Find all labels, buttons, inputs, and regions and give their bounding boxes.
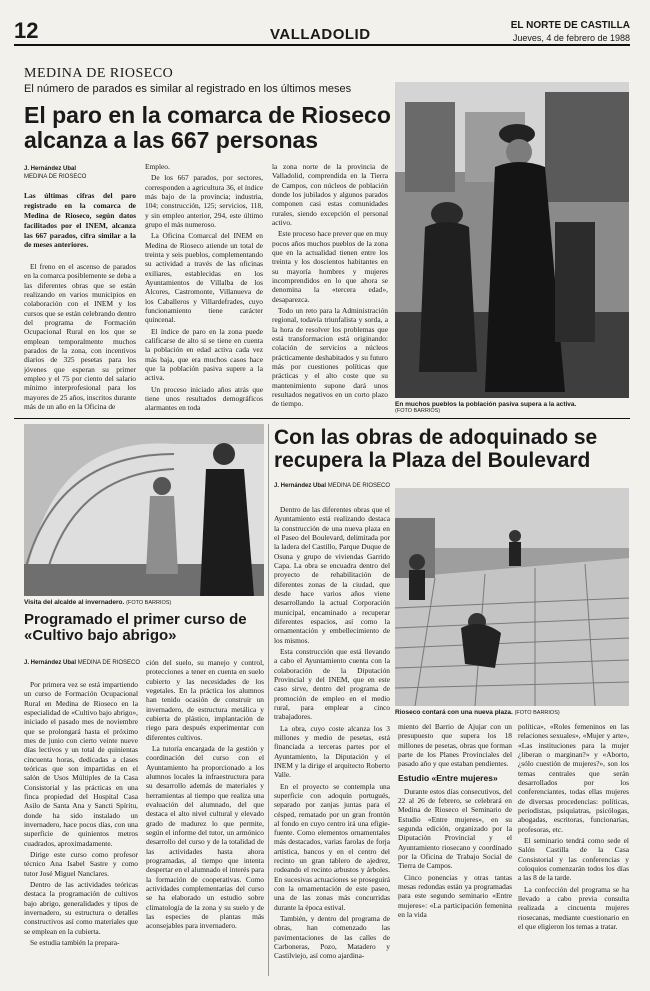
boulevard-col1-para-c: La obra, cuyo coste alcanza los 3 millones y medio de pesetas, está financiada a terceras partes por el Ayuntamiento, la Diputación y el INEM y la dirige el arquitecto Roberto Valle. — [274, 723, 390, 780]
top-story-divider — [14, 418, 630, 419]
top-col1-para: El freno en el ascenso de parados en la comarca posiblemente se deba a las diferentes obras que se están realizando en varios municipios en colaboración con el INEM y los cursos que se están celebrando dentro del programa de Formación Ocupacional Rural en los que se emplean temporalmente muchos parados de la zona, con incentivos diarios de 325 pesetas para los jóvenes que esperan su primer empleo y el 75 por ciento del salario mínimo interprofesional para los mayores de 25 años, inscritos durante más de un año en la Oficina de — [24, 262, 136, 410]
column-divider — [268, 424, 269, 976]
boulevard-col3-para-a: política», «Roles femeninos en las relaciones sexuales», «Mujer y arte», «Las instituciones para la mujer ¿liberan o marginan?» y «Aborto, ¿sólo cuestión de mujeres?», son los temas centrales que serán desarrollados por los conferenciantes, todas ellas mujeres de diversas procedencias: políticas, periodistas, psiquiatras, psicólogas, abogadas, escritoras, funcionarias, profesoras, etc. — [518, 722, 629, 834]
top-col2-para-a: Empleo. — [145, 162, 170, 171]
greenhouse-photo-caption — [24, 599, 264, 606]
boulevard-col-3 — [518, 722, 629, 972]
top-col3-para-b: Este proceso hace prever que en muy pocos años muchos pueblos de la zona que en la actualidad tienen entre los treinta y los doscientos habitantes en su mayoría hombres y mujeres incomprendidos en lo que ahora se denomina la «tercera edad», desaparezca. — [272, 229, 388, 304]
greenhouse-col1-para-d: Se estudia también la prepara- — [30, 937, 120, 947]
boulevard-col2-para-a: miento del Barrio de Ajujar con un presupuesto que supera los 18 millones de pesetas, obras que forman parte de los Planes Provinciales del pasado año y que estaban pendientes. — [398, 722, 512, 769]
top-col2-para-b: De los 667 parados, por sectores, corresponden a agricultura 36, el índice más bajo de la provincia; industria, 104; construcción, 125; servicios, 118, y sin empleo anterior, 294, este último grupo el más numeroso. — [145, 173, 263, 229]
section-title: VALLADOLID — [270, 26, 371, 43]
boulevard-col3-para-b: El seminario tendrá como sede el Salón Castilla de la Casa Consistorial y las conferencias y coloquios comenzarán todos los días a las 8 de la tarde. — [518, 835, 629, 883]
page-number: 12 — [14, 18, 39, 43]
greenhouse-byline — [24, 659, 144, 667]
top-headline: El paro en la comarca de Rioseco alcanza a las 667 personas — [24, 102, 391, 153]
photo-greenhouse — [24, 424, 264, 596]
greenhouse-headline: Programado el primer curso de «Cultivo bajo abrigo» — [24, 611, 247, 645]
newspaper-name: EL NORTE DE CASTILLA — [510, 20, 630, 31]
top-byline-name: J. Hernández Ubal — [24, 166, 77, 172]
boulevard-byline-location: MEDINA DE RIOSECO — [327, 483, 391, 489]
greenhouse-caption-text: Visita del alcalde al invernadero. — [24, 599, 125, 606]
greenhouse-col-2 — [146, 658, 264, 970]
boulevard-byline — [274, 482, 394, 490]
plaza-caption-credit: (FOTO BARRIOS) — [514, 710, 560, 716]
greenhouse-col1-para-a: Por primera vez se está impartiendo un curso de Formación Ocupacional Rural en Medina de Rioseco en la especialidad de «Cultivo bajo abrigo», iniciado el pasado mes de noviembre que se prolongará hasta el próximo mes de junio con cierto veinte nueve días lectivos y un total de quinientas cincuenta horas, dedicadas a clases teóricas que son impartidas en el salón de Usos Múltiples de la Casa Consistorial y las prácticas en una finca propiedad del Hospital Casa Asilo de Santa Ana y Sancti Spíritu, donde ha sido instalado un invernadero, hace pocos días, con una superficie de quinientos metros cuadrados, aproximadamente. — [24, 680, 138, 848]
top-col2-para-d: El índice de paro en la zona puede calificarse de alto si se tiene en cuenta la población en edad activa cada vez más baja, que era muchos casos hace que la población pasiva supere a la activa. — [145, 326, 263, 383]
greenhouse-col1-para-b: Dirige este curso como profesor técnico Ana Isabel Sastre y como tutor José Miguel Nanclares. — [24, 849, 138, 878]
photo-villagers — [395, 82, 629, 398]
plaza-caption-text: Rioseco contará con una nueva plaza. — [395, 709, 513, 716]
boulevard-col1-para-d: En el proyecto se contempla una superficie con adoquín portugués, separado por zanjas juntas para el césped, rematado por un gran frontón al fondo en cuyo centro irá una efigie-fuente. Como elementos ornamentales más destacados, varias farolas de forja artística, bancos y en el centro del recinto un gran tablero de ajedrez, rodeando el recinto arbustos y árboles. En sucesivas actuaciones se proseguirá con la ornamentación de este paseo, una de las zonas más concurridas durante la época estival. — [274, 781, 390, 912]
greenhouse-byline-name: J. Hernández Ubal — [24, 660, 77, 666]
greenhouse-col2-para-b: La tutoría encargada de la gestión y coordinación del curso con el Ayuntamiento ha proporcionado a los alumnos locales la infraestructura para su desarrollo además de materiales y herramientas al tiempo que realiza una evaluación del alumnado, del que destaca el alto nivel cultural y elevado grado de madurez lo que permite, según el informe del tutor, un armónico desarrollo del curso y de la totalidad de las actividades hasta ahora programadas, al tiempo que intenta despertar en el alumnado el interés para la formación de cooperativas. Como actividades complementarias del curso se ha elaborado un estudio sobre climatología de la zona y su suelo y de las especies de plantas más aconsejables para invernadero. — [146, 743, 264, 931]
top-photo-caption — [395, 401, 629, 414]
boulevard-col1-para-a: Dentro de las diferentes obras que el Ayuntamiento está realizando destaca la construcción de una nueva plaza en el Paseo del Boulevard, delimitada por la ladera del Castillo, Parque Duque de Osuna y grupo de viviendas Garrido Capa. La obra se encuadra dentro del proyecto de rehabilitación de diferentes zonas de la ciudad, que desde hace varios años viene desarrollando la actual Corporación municipal, encaminado a recuperar diferentes espacios, así como la ornamentación y embellecimiento de los mismos. — [274, 505, 390, 645]
boulevard-byline-name: J. Hernández Ubal — [274, 483, 327, 489]
boulevard-col-2 — [398, 722, 512, 972]
top-kicker: MEDINA DE RIOSECO — [24, 66, 174, 81]
top-col-2 — [145, 162, 263, 414]
boulevard-col1-para-e: También, y dentro del programa de obras, han comenzado las pavimentaciones de las calles de Carboneras, Pozo, Matadero y Castilviejo, así como ajardina- — [274, 914, 390, 961]
top-byline — [24, 165, 104, 181]
greenhouse-col-1 — [24, 680, 138, 970]
top-col3-para-a: la zona norte de la provincia de Valladolid, comprendida en la Tierra de Campos, con núcleos de población donde los jubilados y algunos parados componen casi estas comunidades rurales, siendo excepción el personal activo. — [272, 162, 388, 227]
top-col2-para-c: La Oficina Comarcal del INEM en Medina de Rioseco atiende un total de treinta y seis pueblos, complementando su actividad a través de las oficinas exiliares, establecidas en los Ayuntamientos de Villalba de los Alcores, Castromonte, Villanueva de los Caballeros y Villardefrades, cuyo funcionamiento tiene carácter quincenal. — [145, 231, 263, 325]
greenhouse-caption-credit: (FOTO BARRIOS) — [126, 600, 172, 606]
issue-date: Jueves, 4 de febrero de 1988 — [512, 33, 630, 43]
greenhouse-byline-location: MEDINA DE RIOSECO — [77, 660, 141, 666]
boulevard-col2-para-c: Cinco ponencias y otras tantas mesas redondas están ya programadas para este segundo seminario «Entre mujeres»: «La participación femenina en la vida — [398, 872, 512, 919]
photo-plaza-works — [395, 488, 629, 706]
boulevard-col1-para-b: Esta construcción que está llevando a cabo el Ayuntamiento cuenta con la colaboración de la Diputación Provincial y del INEM, que en este caso sirve, dentro del programa de promoción de empleo en el medio rural, para emplear a cinco trabajadores. — [274, 646, 390, 722]
top-col-3 — [272, 162, 388, 414]
top-col3-para-c: Todo un reto para la Administración regional, todavía triunfalista y sorda, a la hora de resolver los problemas que está transformacion está originando: colación de servicios a núcleos prácticamente deshabitados y su futuro más por cuestiones políticas que prácticas y el alto coste que su mantenimiento supone dará unos resultados negativos en un corto plazo de tiempo. — [272, 305, 388, 409]
top-photo-caption-text: En muchos pueblos la población pasiva supera a la activa. — [395, 401, 577, 408]
boulevard-col3-para-c: La confección del programa se ha llevado a cabo previa consulta realizada a cincuenta mujeres riosecanas, mediante cuestionario en el que eligieron los temas a tratar. — [518, 884, 629, 931]
greenhouse-col1-para-c: Dentro de las actividades teóricas destaca la programación de cultivos bajo abrigo, generalidades y tipos de invernadero, su estructura o detalles constructivos así como materiales que se emplean en la cubierta. — [24, 879, 138, 936]
top-col2-para-e: Un proceso iniciado años atrás que tiene unos resultados demográficos alarmantes en toda — [145, 384, 263, 413]
header-rule — [14, 44, 630, 46]
greenhouse-col2-para-a: ción del suelo, su manejo y control, protecciones a tener en cuenta en suelo cubierto y las necesidades de los vegetales. En la práctica los alumnos han tenido ocasión de construir un invernadero, de estructura metálica y cubierta de plástico, implantación de riego para después experimentar con diferentes cultivos. — [146, 658, 264, 742]
top-photo-credit: (FOTO BARRIOS) — [395, 408, 441, 414]
boulevard-col-1 — [274, 505, 390, 971]
top-lead: Las últimas cifras del paro registrado en la comarca de Medina de Rioseco, según datos facilitados por el INEM, alcanza las 667 parados, cifra similar a la de meses anteriores. — [24, 191, 136, 250]
boulevard-headline: Con las obras de adoquinado se recupera la Plaza del Boulevard — [274, 426, 598, 472]
entre-mujeres-subhead: Estudio «Entre mujeres» — [398, 772, 498, 783]
boulevard-col2-para-b: Durante estos días consecutivos, del 22 al 26 de febrero, se celebrará en Medina de Rioseco el Seminario de Estudio «Entre mujeres», en su segunda edición, organizado por la Diputación Provincial y el Ayuntamiento riosecano y coordinado por la Oficina de Trabajo Social de Tierra de Campos. — [398, 786, 512, 871]
top-byline-location: MEDINA DE RIOSECO — [24, 174, 87, 181]
plaza-photo-caption — [395, 709, 629, 716]
top-subkicker: El número de parados es similar al registrado en los últimos meses — [24, 83, 352, 95]
top-col-1 — [24, 262, 136, 410]
